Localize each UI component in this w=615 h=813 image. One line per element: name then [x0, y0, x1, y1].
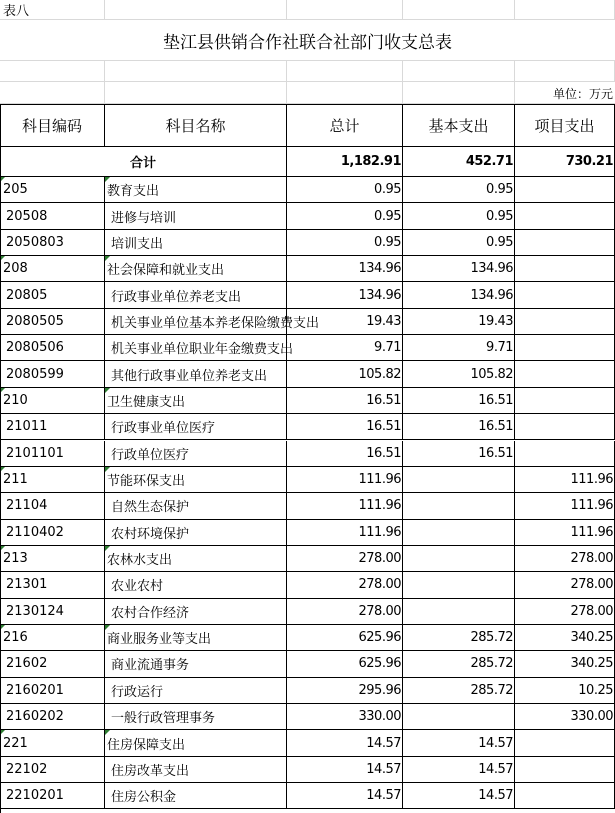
basic-expenditure-cell[interactable]: 285.72 — [403, 651, 515, 677]
total-cell[interactable]: 14.57 — [287, 730, 403, 756]
total-cell[interactable]: 14.57 — [287, 757, 403, 783]
subject-name-cell[interactable]: 一般行政管理事务 — [105, 704, 287, 730]
subject-code-cell[interactable]: 21104 — [0, 493, 105, 519]
total-cell[interactable]: 111.96 — [287, 467, 403, 493]
basic-expenditure-cell[interactable] — [403, 467, 515, 493]
total-cell[interactable]: 134.96 — [287, 282, 403, 308]
project-expenditure-cell[interactable] — [515, 783, 615, 809]
subject-name-cell[interactable]: 教育支出 — [105, 177, 287, 203]
table-row — [0, 256, 615, 282]
subject-code-cell[interactable]: 213 — [0, 546, 105, 572]
subject-code-cell[interactable]: 20508 — [0, 203, 105, 229]
project-expenditure-cell[interactable]: 111.96 — [515, 493, 615, 519]
subject-code-cell[interactable]: 21011 — [0, 414, 105, 440]
basic-expenditure-cell[interactable] — [403, 493, 515, 519]
subject-name-cell[interactable]: 机关事业单位职业年金缴费支出 — [105, 335, 287, 361]
basic-expenditure-cell[interactable]: 16.51 — [403, 388, 515, 414]
total-amount[interactable]: 1,182.91 — [287, 147, 403, 177]
header-project-expenditure[interactable]: 项目支出 — [515, 105, 615, 147]
subject-name-cell[interactable]: 农村合作经济 — [105, 599, 287, 625]
subject-name-cell[interactable]: 培训支出 — [105, 230, 287, 256]
basic-expenditure-cell[interactable]: 19.43 — [403, 309, 515, 335]
table-row — [0, 783, 615, 809]
page-title[interactable]: 垫江县供销合作社联合社部门收支总表 — [163, 32, 452, 53]
table-row — [0, 282, 615, 308]
subject-name-cell[interactable]: 住房保障支出 — [105, 730, 287, 756]
header-basic-expenditure[interactable]: 基本支出 — [403, 105, 515, 147]
total-cell[interactable]: 625.96 — [287, 625, 403, 651]
basic-expenditure-cell[interactable]: 0.95 — [403, 203, 515, 229]
project-expenditure-cell[interactable]: 340.25 — [515, 651, 615, 677]
subject-code-cell[interactable]: 21602 — [0, 651, 105, 677]
empty-cell[interactable] — [515, 0, 615, 20]
subject-code-cell[interactable]: 21301 — [0, 572, 105, 598]
table-row — [0, 704, 615, 730]
basic-expenditure-cell[interactable]: 16.51 — [403, 414, 515, 440]
subject-name-cell[interactable]: 住房公积金 — [105, 783, 287, 809]
subject-code-cell[interactable]: 2101101 — [0, 441, 105, 467]
total-cell[interactable]: 111.96 — [287, 493, 403, 519]
total-cell[interactable]: 0.95 — [287, 177, 403, 203]
total-project-amount[interactable]: 730.21 — [515, 147, 615, 177]
subject-code-cell[interactable]: 208 — [0, 256, 105, 282]
project-expenditure-cell[interactable]: 278.00 — [515, 572, 615, 598]
table-row — [0, 599, 615, 625]
empty-cell[interactable] — [515, 61, 615, 82]
total-cell[interactable]: 111.96 — [287, 520, 403, 546]
total-cell[interactable]: 278.00 — [287, 599, 403, 625]
subject-code-cell[interactable]: 2080599 — [0, 361, 105, 387]
total-cell[interactable]: 16.51 — [287, 414, 403, 440]
subject-code-cell[interactable]: 2210201 — [0, 783, 105, 809]
sheet-row-label — [0, 0, 615, 20]
basic-expenditure-cell[interactable] — [403, 520, 515, 546]
subject-code-cell[interactable]: 2080505 — [0, 309, 105, 335]
project-expenditure-cell[interactable] — [515, 256, 615, 282]
subject-name-cell[interactable]: 节能环保支出 — [105, 467, 287, 493]
table-row — [0, 757, 615, 783]
sheet-title-row — [0, 20, 615, 61]
table-row — [0, 572, 615, 598]
subject-code-cell[interactable]: 205 — [0, 177, 105, 203]
table-row — [0, 625, 615, 651]
table-row — [0, 177, 615, 203]
empty-cell[interactable] — [0, 61, 105, 82]
subject-code-cell[interactable]: 22102 — [0, 757, 105, 783]
table-row — [0, 441, 615, 467]
table-row — [0, 414, 615, 440]
blank-row — [0, 61, 615, 82]
basic-expenditure-cell[interactable] — [403, 599, 515, 625]
subject-name-cell[interactable]: 行政事业单位医疗 — [105, 414, 287, 440]
project-expenditure-cell[interactable]: 111.96 — [515, 520, 615, 546]
table-row — [0, 520, 615, 546]
header-subject-name[interactable]: 科目名称 — [105, 105, 287, 147]
header-total[interactable]: 总计 — [287, 105, 403, 147]
project-expenditure-cell[interactable] — [515, 309, 615, 335]
total-cell[interactable]: 14.57 — [287, 783, 403, 809]
basic-expenditure-cell[interactable] — [403, 546, 515, 572]
project-expenditure-cell[interactable] — [515, 230, 615, 256]
table-row — [0, 678, 615, 704]
table-row — [0, 467, 615, 493]
basic-expenditure-cell[interactable]: 14.57 — [403, 757, 515, 783]
table-label-cell[interactable] — [0, 0, 105, 20]
project-expenditure-cell[interactable] — [515, 203, 615, 229]
total-cell[interactable]: 16.51 — [287, 441, 403, 467]
subject-name-cell[interactable]: 商业服务业等支出 — [105, 625, 287, 651]
subject-name-cell[interactable]: 行政单位医疗 — [105, 441, 287, 467]
project-expenditure-cell[interactable] — [515, 282, 615, 308]
subject-name-cell[interactable]: 自然生态保护 — [105, 493, 287, 519]
table-row — [0, 335, 615, 361]
subject-name-cell[interactable]: 进修与培训 — [105, 203, 287, 229]
subject-code-cell[interactable]: 210 — [0, 388, 105, 414]
unit-label: 单位：万元 — [552, 86, 613, 101]
basic-expenditure-cell[interactable]: 16.51 — [403, 441, 515, 467]
subject-code-cell[interactable]: 2050803 — [0, 230, 105, 256]
table-left-border — [0, 104, 1, 813]
project-expenditure-cell[interactable] — [515, 361, 615, 387]
unit-overlay — [0, 82, 615, 104]
basic-expenditure-cell[interactable]: 0.95 — [403, 177, 515, 203]
basic-expenditure-cell[interactable]: 14.57 — [403, 730, 515, 756]
table-top-border — [0, 104, 615, 105]
total-cell[interactable]: 625.96 — [287, 651, 403, 677]
basic-expenditure-cell[interactable] — [403, 704, 515, 730]
table-row — [0, 230, 615, 256]
total-cell[interactable]: 19.43 — [287, 309, 403, 335]
basic-expenditure-cell[interactable]: 14.57 — [403, 783, 515, 809]
project-expenditure-cell[interactable]: 330.00 — [515, 704, 615, 730]
project-expenditure-cell[interactable]: 278.00 — [515, 599, 615, 625]
subject-name-cell[interactable]: 卫生健康支出 — [105, 388, 287, 414]
basic-expenditure-cell[interactable] — [403, 572, 515, 598]
total-row — [0, 147, 615, 177]
empty-cell[interactable] — [287, 0, 403, 20]
total-cell[interactable]: 134.96 — [287, 256, 403, 282]
total-cell[interactable]: 16.51 — [287, 388, 403, 414]
basic-expenditure-cell[interactable]: 9.71 — [403, 335, 515, 361]
project-expenditure-cell[interactable] — [515, 757, 615, 783]
subject-code-cell[interactable]: 2110402 — [0, 520, 105, 546]
table-header-row — [0, 105, 615, 147]
total-cell[interactable]: 295.96 — [287, 678, 403, 704]
project-expenditure-cell[interactable] — [515, 177, 615, 203]
total-cell[interactable]: 278.00 — [287, 546, 403, 572]
basic-expenditure-cell[interactable]: 105.82 — [403, 361, 515, 387]
table-row — [0, 203, 615, 229]
project-expenditure-cell[interactable]: 111.96 — [515, 467, 615, 493]
table-row — [0, 388, 615, 414]
table-row — [0, 493, 615, 519]
total-cell[interactable]: 278.00 — [287, 572, 403, 598]
header-subject-code[interactable]: 科目编码 — [0, 105, 105, 147]
project-expenditure-cell[interactable]: 278.00 — [515, 546, 615, 572]
empty-cell[interactable] — [287, 61, 403, 82]
subject-name-cell[interactable]: 其他行政事业单位养老支出 — [105, 361, 287, 387]
total-cell[interactable]: 330.00 — [287, 704, 403, 730]
error-indicator-icon — [105, 177, 110, 182]
subject-code-cell[interactable]: 2160201 — [0, 678, 105, 704]
table-row — [0, 361, 615, 387]
subject-name-cell[interactable]: 农村环境保护 — [105, 520, 287, 546]
table-label: 表八 — [3, 4, 30, 19]
subject-name-cell[interactable]: 社会保障和就业支出 — [105, 256, 287, 282]
error-indicator-icon — [105, 625, 110, 630]
total-cell[interactable]: 9.71 — [287, 335, 403, 361]
basic-expenditure-cell[interactable]: 134.96 — [403, 256, 515, 282]
basic-expenditure-cell[interactable]: 0.95 — [403, 230, 515, 256]
total-label[interactable]: 合计 — [0, 147, 287, 177]
subject-code-cell[interactable]: 211 — [0, 467, 105, 493]
subject-code-cell[interactable]: 221 — [0, 730, 105, 756]
empty-cell[interactable] — [105, 0, 287, 20]
subject-code-cell[interactable]: 2160202 — [0, 704, 105, 730]
subject-code-cell[interactable]: 2080506 — [0, 335, 105, 361]
error-indicator-icon — [105, 546, 110, 551]
subject-code-cell[interactable]: 20805 — [0, 282, 105, 308]
project-expenditure-cell[interactable]: 340.25 — [515, 625, 615, 651]
empty-cell[interactable] — [105, 61, 287, 82]
subject-name-cell[interactable]: 农林水支出 — [105, 546, 287, 572]
error-indicator-icon — [105, 388, 110, 393]
basic-expenditure-cell[interactable]: 285.72 — [403, 625, 515, 651]
table-row — [0, 309, 615, 335]
total-cell[interactable]: 0.95 — [287, 230, 403, 256]
total-cell[interactable]: 0.95 — [287, 203, 403, 229]
subject-code-cell[interactable]: 216 — [0, 625, 105, 651]
error-indicator-icon — [105, 256, 110, 261]
empty-cell[interactable] — [403, 0, 515, 20]
subject-name-cell[interactable]: 农业农村 — [105, 572, 287, 598]
error-indicator-icon — [105, 467, 110, 472]
project-expenditure-cell[interactable] — [515, 730, 615, 756]
table-row — [0, 651, 615, 677]
table-row — [0, 546, 615, 572]
subject-name-cell[interactable]: 住房改革支出 — [105, 757, 287, 783]
project-expenditure-cell[interactable] — [515, 441, 615, 467]
table-row — [0, 730, 615, 756]
project-expenditure-cell[interactable] — [515, 414, 615, 440]
subject-name-cell[interactable]: 机关事业单位基本养老保险缴费支出 — [105, 309, 287, 335]
total-basic-amount[interactable]: 452.71 — [403, 147, 515, 177]
empty-cell[interactable] — [403, 61, 515, 82]
total-cell[interactable]: 105.82 — [287, 361, 403, 387]
basic-expenditure-cell[interactable]: 285.72 — [403, 678, 515, 704]
basic-expenditure-cell[interactable]: 134.96 — [403, 282, 515, 308]
subject-name-cell[interactable]: 行政运行 — [105, 678, 287, 704]
subject-code-cell[interactable]: 2130124 — [0, 599, 105, 625]
project-expenditure-cell[interactable] — [515, 335, 615, 361]
project-expenditure-cell[interactable]: 10.25 — [515, 678, 615, 704]
error-indicator-icon — [105, 730, 110, 735]
project-expenditure-cell[interactable] — [515, 388, 615, 414]
subject-name-cell[interactable]: 行政事业单位养老支出 — [105, 282, 287, 308]
subject-name-cell[interactable]: 商业流通事务 — [105, 651, 287, 677]
